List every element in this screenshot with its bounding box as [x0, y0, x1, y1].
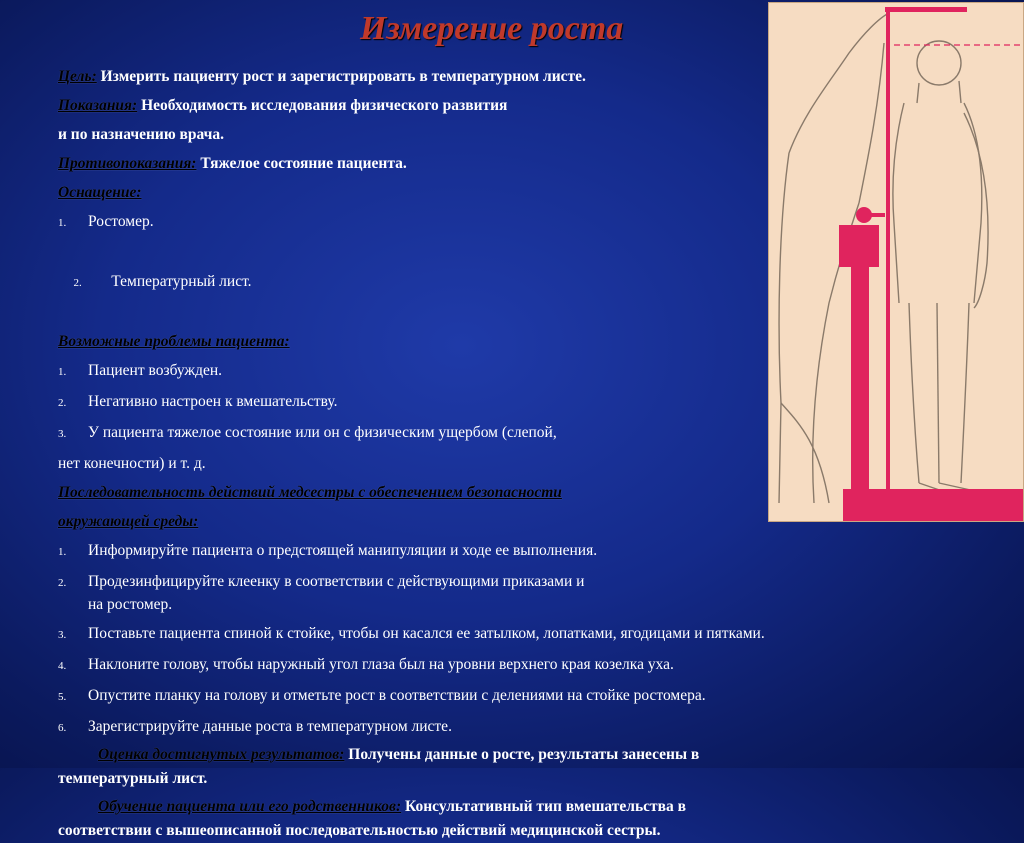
problem-item-text: Пациент возбужден.	[88, 362, 223, 379]
education-line	[58, 795, 958, 819]
sequence-item-text: Продезинфицируйте клеенку в соответствии с действующими приказами и	[88, 573, 585, 590]
list-number: 2.	[73, 277, 82, 289]
evaluation-line	[58, 743, 958, 767]
indications-text: Необходимость исследования физического развития	[137, 97, 508, 114]
goal-text: Измерить пациенту рост и зарегистрировать в температурном листе.	[96, 68, 586, 85]
sequence-item-text: Информируйте пациента о предстоящей манипуляции и ходе ее выполнения.	[88, 542, 598, 559]
list-number: 2.	[58, 397, 67, 409]
evaluation-label: Оценка достигнутых результатов:	[98, 746, 345, 763]
sequence-label: Последовательность действий медсестры с обеспечением безопасности	[58, 484, 562, 501]
page-title: Измерение роста	[360, 10, 624, 47]
equipment-item-text: Ростомер.	[88, 213, 154, 230]
equipment-item-text: Температурный лист.	[103, 273, 252, 290]
sequence-item	[58, 650, 958, 681]
list-number: 1.	[58, 546, 67, 558]
goal-label: Цель:	[58, 68, 97, 85]
sequence-item-text: Наклоните голову, чтобы наружный угол глаза был на уровни верхнего края козелка уха.	[88, 656, 674, 673]
sequence-item-text-2: на ростомер.	[88, 596, 173, 613]
contraindications-text: Тяжелое состояние пациента.	[196, 155, 407, 172]
list-number: 1.	[58, 217, 67, 229]
sequence-item	[58, 536, 958, 567]
list-number: 6.	[58, 722, 67, 734]
list-number: 5.	[58, 691, 67, 703]
sequence-item-text: Зарегистрируйте данные роста в температурном листе.	[88, 718, 452, 735]
education-label: Обучение пациента или его родственников:	[98, 798, 402, 815]
evaluation-text: Получены данные о росте, результаты занесены в	[344, 746, 700, 763]
list-number: 4.	[58, 660, 67, 672]
problem-item-text: У пациента тяжелое состояние или он с физическим ущербом (слепой,	[88, 424, 557, 441]
sequence-item-text: Опустите планку на голову и отметьте рост в соответствии с делениями на стойке ростомера.	[88, 687, 706, 704]
problems-label: Возможные проблемы пациента:	[58, 333, 290, 350]
list-number: 3.	[58, 629, 67, 641]
sequence-item	[58, 567, 758, 619]
equipment-label: Оснащение:	[58, 184, 142, 201]
problem-item-text: Негативно настроен к вмешательству.	[88, 393, 338, 410]
sequence-item	[58, 619, 958, 650]
indications-line-2: и по назначению врача.	[58, 126, 225, 143]
list-number: 1.	[58, 366, 67, 378]
contraindications-label: Противопоказания:	[58, 155, 197, 172]
education-text: Консультативный тип вмешательства в	[401, 798, 686, 815]
stadiometer-icon	[769, 3, 1023, 521]
sequence-item	[58, 681, 958, 712]
sequence-label-2: окружающей среды:	[58, 513, 199, 530]
indications-label: Показания:	[58, 97, 138, 114]
education-line-2: соответствии с вышеописанной последовательностью действий медицинской сестры.	[58, 822, 661, 839]
stadiometer-illustration	[768, 2, 1024, 522]
sequence-item-text: Поставьте пациента спиной к стойке, чтобы он касался ее затылком, лопатками, ягодицами и пятками.	[88, 625, 765, 642]
problem-continuation: нет конечности) и т. д.	[58, 455, 206, 472]
list-number: 3.	[58, 428, 67, 440]
sequence-item	[58, 712, 958, 743]
evaluation-line-2: температурный лист.	[58, 770, 208, 787]
list-number: 2.	[58, 577, 67, 589]
